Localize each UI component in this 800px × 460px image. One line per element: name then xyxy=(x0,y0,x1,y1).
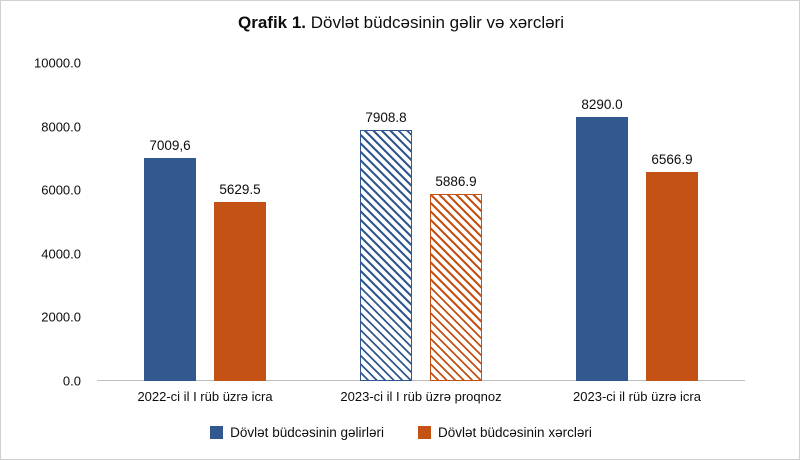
y-tick-label: 8000.0 xyxy=(41,119,81,135)
bar-with-label xyxy=(646,152,698,381)
bar-with-label xyxy=(430,174,482,381)
bar-with-label xyxy=(214,182,266,381)
y-tick-label: 10000.0 xyxy=(34,55,81,71)
bar-group xyxy=(97,63,313,381)
legend-swatch xyxy=(210,426,223,439)
bar-value-label: 7009,6 xyxy=(149,138,191,154)
y-tick-label: 0.0 xyxy=(62,373,81,389)
bar-value-label: 5886.9 xyxy=(435,173,477,189)
bar-group-bars xyxy=(313,63,529,381)
bar-groups xyxy=(97,63,745,381)
bar-with-label xyxy=(576,97,628,381)
bar-with-label xyxy=(360,110,412,381)
chart-title-text: Dövlət büdcəsinin gəlir və xərcləri xyxy=(306,13,564,32)
legend-label: Dövlət büdcəsinin xərcləri xyxy=(438,425,592,440)
x-tick-label: 2023-ci il I rüb üzrə proqnoz xyxy=(340,389,502,404)
chart-title xyxy=(1,13,800,33)
legend-item[interactable] xyxy=(418,425,592,440)
bar-group xyxy=(313,63,529,381)
bar-group xyxy=(529,63,745,381)
bar[interactable] xyxy=(144,158,196,381)
chart-title-prefix: Qrafik 1. xyxy=(238,13,307,32)
x-axis-category-labels xyxy=(97,389,745,404)
bar-value-label: 7908.8 xyxy=(365,109,407,125)
x-tick-label: 2022-ci il I rüb üzrə icra xyxy=(137,389,273,404)
chart-legend xyxy=(1,425,800,440)
bar-value-label: 8290.0 xyxy=(581,97,623,113)
bar[interactable] xyxy=(214,202,266,381)
y-tick-label: 2000.0 xyxy=(41,309,81,325)
y-axis-tick-labels xyxy=(1,55,89,389)
bar-group-bars xyxy=(97,63,313,381)
bar-value-label: 6566.9 xyxy=(651,152,693,168)
legend-label: Dövlət büdcəsinin gəlirləri xyxy=(230,425,384,440)
bar-with-label xyxy=(144,138,196,381)
y-tick-label: 6000.0 xyxy=(41,182,81,198)
bar[interactable] xyxy=(646,172,698,381)
plot-area xyxy=(97,63,745,381)
bar-value-label: 5629.5 xyxy=(219,181,261,197)
bar[interactable] xyxy=(430,194,482,381)
legend-swatch xyxy=(418,426,431,439)
x-tick-label: 2023-ci il rüb üzrə icra xyxy=(573,389,701,404)
bar[interactable] xyxy=(576,117,628,381)
bar[interactable] xyxy=(360,130,412,381)
legend-item[interactable] xyxy=(210,425,384,440)
y-tick-label: 4000.0 xyxy=(41,246,81,262)
bar-group-bars xyxy=(529,63,745,381)
